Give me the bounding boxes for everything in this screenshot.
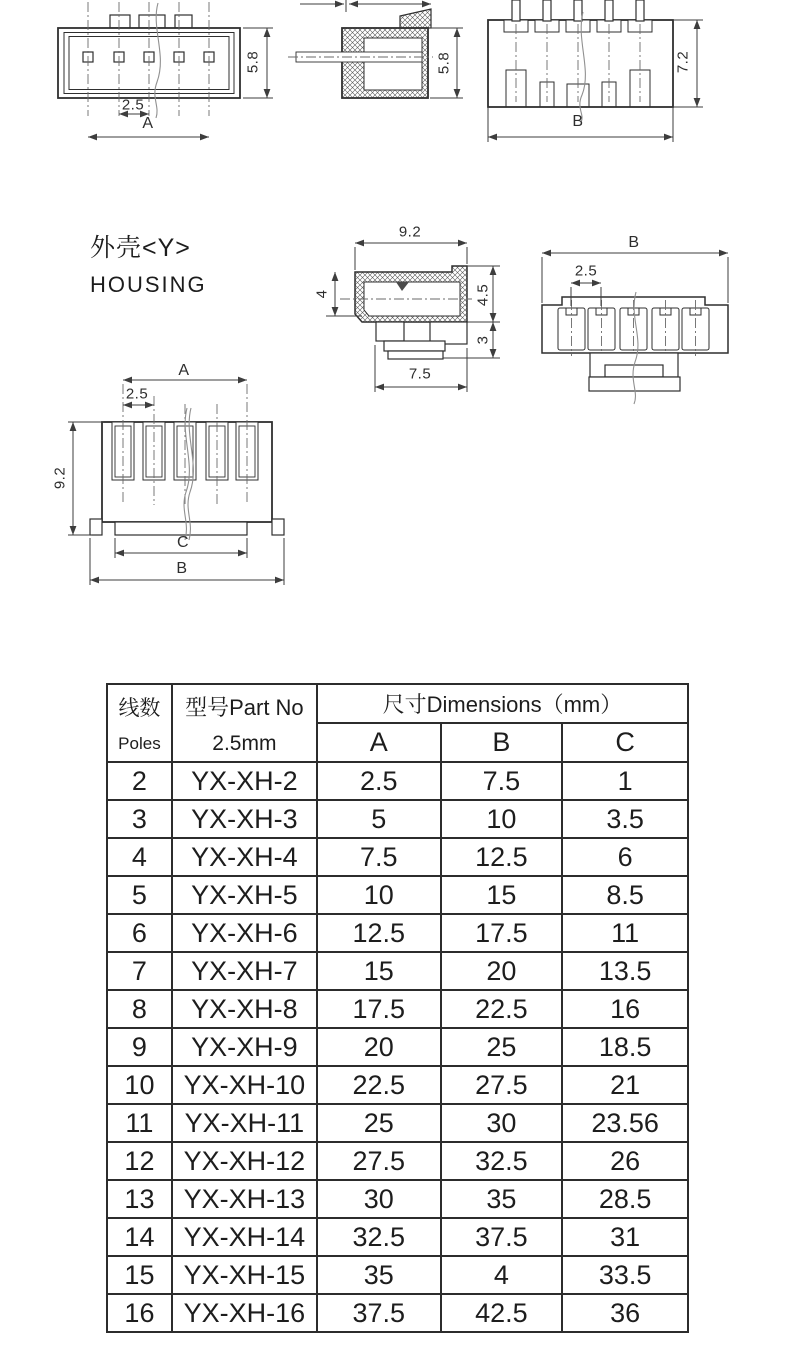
cell-c: 26 (562, 1142, 688, 1180)
dim-housingfront-height: 9.2 (51, 466, 69, 490)
cell-part: YX-XH-11 (172, 1104, 317, 1142)
cell-a: 37.5 (317, 1294, 441, 1332)
cell-poles: 13 (107, 1180, 172, 1218)
cell-poles: 6 (107, 914, 172, 952)
cell-c: 11 (562, 914, 688, 952)
cell-a: 30 (317, 1180, 441, 1218)
cell-part: YX-XH-5 (172, 876, 317, 914)
cell-poles: 9 (107, 1028, 172, 1066)
cell-c: 18.5 (562, 1028, 688, 1066)
dim-plug-span-a: A (142, 115, 154, 132)
cell-b: 37.5 (441, 1218, 563, 1256)
cell-b: 7.5 (441, 762, 563, 800)
cell-c: 23.56 (562, 1104, 688, 1142)
cell-a: 15 (317, 952, 441, 990)
cell-a: 12.5 (317, 914, 441, 952)
technical-drawings (0, 0, 790, 660)
header-part-title: 型号Part No (185, 694, 304, 720)
dim-housingside-bottom: 7.5 (408, 365, 432, 383)
cell-poles: 12 (107, 1142, 172, 1180)
cell-a: 20 (317, 1028, 441, 1066)
cell-part: YX-XH-6 (172, 914, 317, 952)
cell-part: YX-XH-10 (172, 1066, 317, 1104)
cell-poles: 2 (107, 762, 172, 800)
cell-a: 5 (317, 800, 441, 838)
cell-b: 42.5 (441, 1294, 563, 1332)
dim-plug-height: 5.8 (244, 50, 262, 74)
cell-b: 30 (441, 1104, 563, 1142)
header-dimensions: 尺寸Dimensions（mm） (317, 684, 688, 723)
cell-b: 10 (441, 800, 563, 838)
cell-part: YX-XH-15 (172, 1256, 317, 1294)
cell-c: 31 (562, 1218, 688, 1256)
cell-part: YX-XH-7 (172, 952, 317, 990)
table-row (107, 1066, 688, 1104)
table-row (107, 838, 688, 876)
cell-a: 32.5 (317, 1218, 441, 1256)
header-part-no (172, 684, 317, 762)
header-poles-cn: 线数 (118, 697, 161, 720)
cell-a: 2.5 (317, 762, 441, 800)
dim-housingfront-pitch: 2.5 (125, 385, 149, 403)
cell-c: 3.5 (562, 800, 688, 838)
cell-poles: 14 (107, 1218, 172, 1256)
cell-part: YX-XH-14 (172, 1218, 317, 1256)
cell-part: YX-XH-2 (172, 762, 317, 800)
cell-b: 25 (441, 1028, 563, 1066)
cell-a: 27.5 (317, 1142, 441, 1180)
cell-b: 15 (441, 876, 563, 914)
cell-part: YX-XH-12 (172, 1142, 317, 1180)
table-row (107, 1028, 688, 1066)
cell-c: 16 (562, 990, 688, 1028)
cell-a: 10 (317, 876, 441, 914)
cell-c: 36 (562, 1294, 688, 1332)
dim-housingfront-inner-c: C (176, 534, 190, 551)
cell-part: YX-XH-4 (172, 838, 317, 876)
table-row (107, 1256, 688, 1294)
header-col-a: A (317, 723, 441, 762)
cell-b: 12.5 (441, 838, 563, 876)
housing-top-view (542, 253, 728, 404)
plug-side-section (288, 0, 463, 98)
dim-housingside-height: 4.5 (474, 283, 492, 307)
dim-housingfront-span-a: A (178, 362, 190, 379)
table-row (107, 1180, 688, 1218)
cell-a: 25 (317, 1104, 441, 1142)
cell-a: 22.5 (317, 1066, 441, 1104)
cell-c: 21 (562, 1066, 688, 1104)
cell-part: YX-XH-8 (172, 990, 317, 1028)
cell-b: 4 (441, 1256, 563, 1294)
dim-plugside-height: 5.8 (435, 51, 453, 75)
cell-poles: 11 (107, 1104, 172, 1142)
drawings-canvas (0, 0, 790, 660)
cell-part: YX-XH-3 (172, 800, 317, 838)
table-row (107, 762, 688, 800)
cell-part: YX-XH-9 (172, 1028, 317, 1066)
table-row (107, 952, 688, 990)
dim-housingside-top: 9.2 (398, 223, 422, 241)
table-row (107, 1294, 688, 1332)
cell-c: 13.5 (562, 952, 688, 990)
cell-poles: 5 (107, 876, 172, 914)
cell-a: 17.5 (317, 990, 441, 1028)
table-row (107, 876, 688, 914)
cell-b: 20 (441, 952, 563, 990)
cell-b: 17.5 (441, 914, 563, 952)
dim-plug-pitch: 2.5 (121, 96, 145, 114)
header-col-b: B (441, 723, 563, 762)
dim-housingside-boss: 3 (474, 335, 492, 345)
cell-poles: 8 (107, 990, 172, 1028)
table-row (107, 800, 688, 838)
cell-poles: 3 (107, 800, 172, 838)
cell-part: YX-XH-13 (172, 1180, 317, 1218)
cell-c: 8.5 (562, 876, 688, 914)
cell-b: 22.5 (441, 990, 563, 1028)
table-row (107, 914, 688, 952)
dim-plugrear-width-b: B (572, 113, 584, 130)
header-col-c: C (562, 723, 688, 762)
cell-part: YX-XH-16 (172, 1294, 317, 1332)
table-row (107, 1104, 688, 1142)
cell-c: 28.5 (562, 1180, 688, 1218)
header-poles (107, 684, 172, 762)
plug-rear-view (488, 0, 703, 142)
header-poles-en: Poles (118, 734, 161, 753)
cell-poles: 7 (107, 952, 172, 990)
cell-c: 6 (562, 838, 688, 876)
table-row (107, 1218, 688, 1256)
housing-section-title (90, 228, 207, 298)
cell-c: 33.5 (562, 1256, 688, 1294)
cell-b: 32.5 (441, 1142, 563, 1180)
cell-a: 35 (317, 1256, 441, 1294)
dim-housingfront-width-b: B (176, 560, 188, 577)
cell-poles: 4 (107, 838, 172, 876)
cell-poles: 15 (107, 1256, 172, 1294)
table-row (107, 990, 688, 1028)
housing-title-cn: 外壳<Y> (90, 234, 191, 262)
cell-poles: 16 (107, 1294, 172, 1332)
cell-poles: 10 (107, 1066, 172, 1104)
housing-title-en: HOUSING (90, 272, 207, 297)
housing-front-view (68, 380, 284, 585)
dim-housingtop-width-b: B (628, 234, 640, 251)
header-part-pitch: 2.5mm (212, 731, 277, 755)
dim-housingside-cavity: 4 (313, 289, 331, 299)
cell-b: 35 (441, 1180, 563, 1218)
plug-front-view (58, 2, 273, 137)
cell-a: 7.5 (317, 838, 441, 876)
cell-c: 1 (562, 762, 688, 800)
dim-plugrear-height: 7.2 (674, 50, 692, 74)
cell-b: 27.5 (441, 1066, 563, 1104)
table-row (107, 1142, 688, 1180)
dimensions-table (106, 683, 689, 1333)
dim-housingtop-pitch: 2.5 (574, 262, 598, 280)
